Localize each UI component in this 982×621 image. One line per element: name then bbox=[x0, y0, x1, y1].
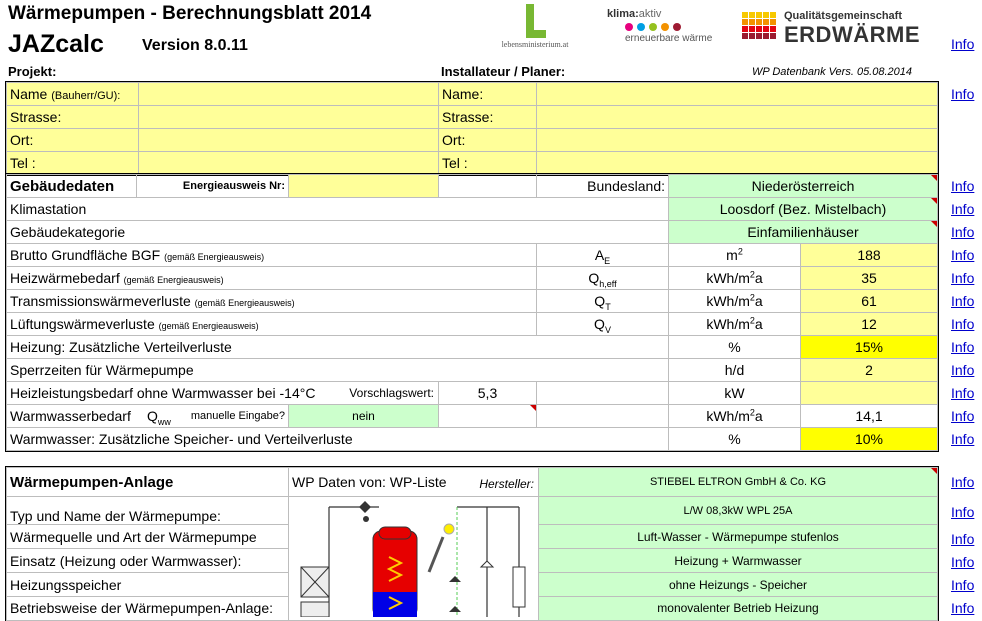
heizleistung-label: Heizleistungsbedarf ohne Warmwasser bei -14°C Vorschlagswert: bbox=[7, 382, 439, 405]
typ-label: Typ und Name der Wärmepumpe: bbox=[7, 497, 289, 525]
planer-tel-label: Tel : bbox=[439, 152, 537, 175]
info-link-header[interactable]: Info bbox=[951, 36, 975, 52]
ww-verlust-value[interactable]: 10% bbox=[801, 428, 938, 451]
lueftung-value[interactable]: 12 bbox=[801, 313, 938, 336]
planer-strasse-input[interactable] bbox=[537, 106, 938, 129]
quelle-select[interactable]: Luft-Wasser - Wärmepumpe stufenlos bbox=[539, 525, 938, 549]
ww-value: 14,1 bbox=[801, 405, 938, 428]
empty-cell bbox=[439, 175, 537, 198]
erdwaerme-tagline: Qualitätsgemeinschaft bbox=[784, 10, 902, 22]
kategorie-select[interactable]: Einfamilienhäuser bbox=[669, 221, 938, 244]
manuell-label: manuelle Eingabe? bbox=[190, 410, 285, 422]
klimaaktiv-dots-icon bbox=[625, 23, 722, 31]
betriebsweise-label: Betriebsweise der Wärmepumpen-Anlage: bbox=[7, 596, 289, 620]
project-row bbox=[7, 106, 938, 129]
info-link-klimastation[interactable]: Info bbox=[951, 201, 975, 217]
kategorie-label: Gebäudekategorie bbox=[7, 221, 669, 244]
sperrzeiten-value[interactable]: 2 bbox=[801, 359, 938, 382]
transmission-label: Transmissionswärmeverluste (gemäß Energieausweis) bbox=[7, 290, 537, 313]
bauherr-name-input[interactable] bbox=[139, 83, 439, 106]
verteilverluste-label: Heizung: Zusätzliche Verteilverluste bbox=[7, 336, 669, 359]
heizleistung-unit: kW bbox=[669, 382, 801, 405]
typ-select[interactable]: L/W 08,3kW WPL 25A bbox=[539, 497, 938, 525]
anlage-title: Wärmepumpen-Anlage bbox=[7, 468, 289, 497]
project-table bbox=[6, 82, 938, 175]
info-link-typ[interactable]: Info bbox=[951, 504, 975, 520]
info-link-lueftung[interactable]: Info bbox=[951, 316, 975, 332]
heizwaerme-label: Heizwärmebedarf (gemäß Energieausweis) bbox=[7, 267, 537, 290]
table-row bbox=[7, 497, 938, 525]
aktiv-text: aktiv bbox=[638, 8, 662, 20]
app-name: JAZcalc bbox=[8, 30, 104, 58]
manuell-select[interactable]: nein bbox=[289, 405, 439, 428]
bgf-unit: $m^2$ bbox=[669, 244, 801, 267]
table-row bbox=[7, 267, 938, 290]
anlage-schema bbox=[289, 497, 539, 621]
info-link-bgf[interactable]: Info bbox=[951, 247, 975, 263]
info-link-ww-verluste[interactable]: Info bbox=[951, 431, 975, 447]
verteilverluste-unit: % bbox=[669, 336, 801, 359]
bundesland-select[interactable]: Niederösterreich bbox=[669, 175, 938, 198]
info-link-transmission[interactable]: Info bbox=[951, 293, 975, 309]
warmwasser-row bbox=[7, 405, 938, 428]
transmission-symbol: $Q_T$ bbox=[537, 290, 669, 313]
klimastation-row bbox=[7, 198, 938, 221]
lueftung-symbol: $Q_V$ bbox=[537, 313, 669, 336]
bgf-value[interactable]: 188 bbox=[801, 244, 938, 267]
info-link-kategorie[interactable]: Info bbox=[951, 224, 975, 240]
klimaaktiv-logo bbox=[607, 8, 722, 52]
heizwaerme-symbol: $Q_{h,eff}$ bbox=[537, 267, 669, 290]
heizleistung-input[interactable] bbox=[801, 382, 938, 405]
ww-verlust-row bbox=[7, 428, 938, 451]
projekt-label: Projekt: bbox=[8, 64, 57, 79]
bauherr-ort-input[interactable] bbox=[139, 129, 439, 152]
wp-daten-label: WP Daten von: WP-Liste bbox=[292, 474, 447, 490]
version-label: Version 8.0.11 bbox=[142, 37, 248, 54]
empty-cell bbox=[439, 405, 537, 428]
klima-text: klima: bbox=[607, 8, 639, 20]
planer-strasse-label: Strasse: bbox=[439, 106, 537, 129]
info-link-heizleistung[interactable]: Info bbox=[951, 385, 975, 401]
energieausweis-label: Energieausweis Nr: bbox=[137, 175, 289, 198]
info-link-betriebsweise[interactable]: Info bbox=[951, 600, 975, 616]
sperrzeiten-unit: h/d bbox=[669, 359, 801, 382]
empty-cell bbox=[537, 405, 669, 428]
installateur-label: Installateur / Planer: bbox=[441, 64, 566, 79]
db-version: WP Datenbank Vers. 05.08.2014 bbox=[752, 66, 913, 78]
gebaeude-table bbox=[6, 174, 938, 451]
table-row bbox=[7, 336, 938, 359]
bauherr-ort-label: Ort: bbox=[7, 129, 139, 152]
kategorie-row bbox=[7, 221, 938, 244]
hersteller-label: Hersteller: bbox=[479, 477, 534, 491]
info-link-heizwaerme[interactable]: Info bbox=[951, 270, 975, 286]
erdwaerme-grid-icon bbox=[742, 12, 776, 39]
heizleistung-row bbox=[7, 382, 938, 405]
info-link-warmwasser[interactable]: Info bbox=[951, 408, 975, 424]
transmission-value[interactable]: 61 bbox=[801, 290, 938, 313]
lueftung-label: Lüftungswärmeverluste (gemäß Energieausweis) bbox=[7, 313, 537, 336]
einsatz-label: Einsatz (Heizung oder Warmwasser): bbox=[7, 549, 289, 573]
project-row bbox=[7, 152, 938, 175]
transmission-unit: kWh/$m^2a$ bbox=[669, 290, 801, 313]
bauherr-strasse-input[interactable] bbox=[139, 106, 439, 129]
betriebsweise-select[interactable]: monovalenter Betrieb Heizung bbox=[539, 596, 938, 620]
planer-tel-input[interactable] bbox=[537, 152, 938, 175]
ww-verlust-unit: % bbox=[669, 428, 801, 451]
hersteller-select[interactable]: STIEBEL ELTRON GmbH & Co. KG bbox=[539, 468, 938, 497]
empty-cell bbox=[537, 382, 669, 405]
bgf-label: Brutto Grundfläche BGF (gemäß Energieausweis) bbox=[7, 244, 537, 267]
heat-pump-schema-icon bbox=[289, 497, 539, 617]
anlage-header-row bbox=[7, 468, 938, 497]
klimaaktiv-subtitle: erneuerbare wärme bbox=[625, 33, 713, 44]
quelle-label: Wärmequelle und Art der Wärmepumpe bbox=[7, 525, 289, 549]
info-link-speicher[interactable]: Info bbox=[951, 577, 975, 593]
info-link-einsatz[interactable]: Info bbox=[951, 554, 975, 570]
ww-unit: kWh/$m^2a$ bbox=[669, 405, 801, 428]
speicher-label: Heizungsspeicher bbox=[7, 573, 289, 597]
heizwaerme-value[interactable]: 35 bbox=[801, 267, 938, 290]
info-link-sperrzeiten[interactable]: Info bbox=[951, 362, 975, 378]
bauherr-strasse-label: Strasse: bbox=[7, 106, 139, 129]
lebensministerium-logo: lebensministerium.at bbox=[490, 2, 580, 54]
wp-daten-cell bbox=[289, 468, 539, 497]
heizwaerme-unit: kWh/$m^2a$ bbox=[669, 267, 801, 290]
info-link-hersteller[interactable]: Info bbox=[951, 474, 975, 490]
table-row bbox=[7, 359, 938, 382]
project-row bbox=[7, 83, 938, 106]
planer-name-label: Name: bbox=[439, 83, 537, 106]
vorschlag-value: 5,3 bbox=[439, 382, 537, 405]
table-row bbox=[7, 313, 938, 336]
gebaeude-title: Gebäudedaten bbox=[7, 175, 137, 198]
erdwaerme-logo bbox=[742, 10, 922, 50]
planer-name-input[interactable] bbox=[537, 83, 938, 106]
gebaeude-header-row bbox=[7, 175, 938, 198]
planer-ort-input[interactable] bbox=[537, 129, 938, 152]
lueftung-unit: kWh/$m^2a$ bbox=[669, 313, 801, 336]
sheet-title: Wärmepumpen - Berechnungsblatt 2014 bbox=[8, 3, 372, 24]
bundesland-label: Bundesland: bbox=[537, 175, 669, 198]
info-link-verteilverluste[interactable]: Info bbox=[951, 339, 975, 355]
bgf-symbol: $A_E$ bbox=[537, 244, 669, 267]
planer-ort-label: Ort: bbox=[439, 129, 537, 152]
ww-verlust-label: Warmwasser: Zusätzliche Speicher- und Verteilverluste bbox=[7, 428, 669, 451]
bauherr-tel-label: Tel : bbox=[7, 152, 139, 175]
speicher-select[interactable]: ohne Heizungs - Speicher bbox=[539, 573, 938, 597]
klimastation-select[interactable]: Loosdorf (Bez. Mistelbach) bbox=[669, 198, 938, 221]
info-link-project[interactable]: Info bbox=[951, 86, 975, 102]
bauherr-name-label: Name (Bauherr/GU): bbox=[7, 83, 139, 106]
table-row bbox=[7, 244, 938, 267]
anlage-table bbox=[6, 467, 938, 621]
erdwaerme-wordmark: ERDWÄRME bbox=[784, 22, 920, 47]
table-row bbox=[7, 290, 938, 313]
info-link-bundesland[interactable]: Info bbox=[951, 178, 975, 194]
ww-label: Warmwasserbedarf $Q_{ww}$ manuelle Eingabe? bbox=[7, 405, 289, 428]
info-link-quelle[interactable]: Info bbox=[951, 531, 975, 547]
bauherr-tel-input[interactable] bbox=[139, 152, 439, 175]
lebensministerium-l-icon bbox=[520, 2, 550, 40]
sperrzeiten-label: Sperrzeiten für Wärmepumpe bbox=[7, 359, 669, 382]
verteilverluste-value[interactable]: 15% bbox=[801, 336, 938, 359]
klimastation-label: Klimastation bbox=[7, 198, 669, 221]
vorschlag-label: Vorschlagswert: bbox=[349, 386, 434, 400]
project-row bbox=[7, 129, 938, 152]
einsatz-select[interactable]: Heizung + Warmwasser bbox=[539, 549, 938, 573]
energieausweis-input[interactable] bbox=[289, 175, 439, 198]
